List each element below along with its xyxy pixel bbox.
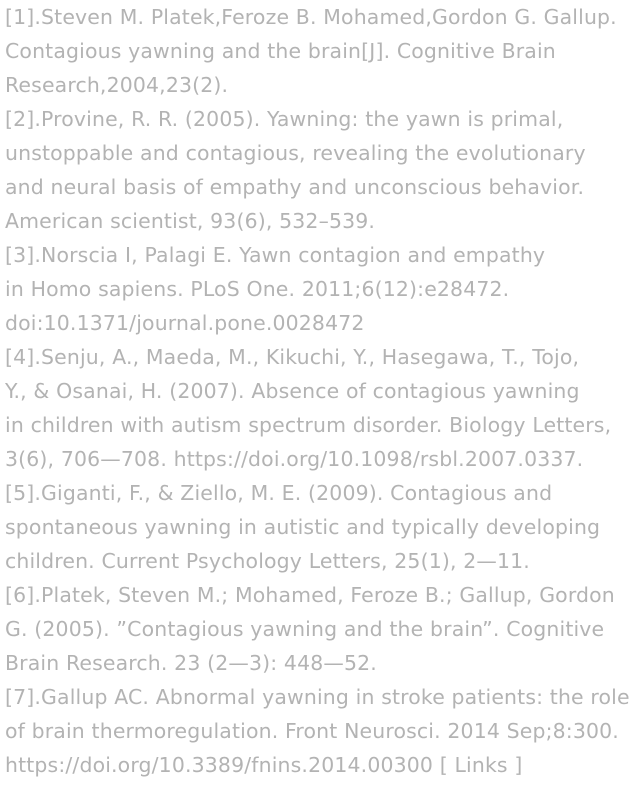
reference-line: [2].Provine, R. R. (2005). Yawning: the yawn is primal, [5, 107, 564, 131]
reference-item-5 [5, 476, 637, 578]
reference-line: [7].Gallup AC. Abnormal yawning in stroke patients: the role [5, 685, 630, 709]
reference-item-1 [5, 0, 637, 102]
reference-line: in Homo sapiens. PLoS One. 2011;6(12):e28472. [5, 277, 510, 301]
reference-line: Contagious yawning and the brain[J]. Cognitive Brain [5, 39, 556, 63]
reference-line: Research,2004,23(2). [5, 73, 229, 97]
reference-item-6 [5, 578, 637, 680]
reference-line: Y., & Osanai, H. (2007). Absence of contagious yawning [5, 379, 580, 403]
reference-item-4 [5, 340, 637, 476]
reference-line: [3].Norscia I, Palagi E. Yawn contagion and empathy [5, 243, 546, 267]
reference-line: American scientist, 93(6), 532–539. [5, 209, 376, 233]
reference-line: unstoppable and contagious, revealing the evolutionary [5, 141, 586, 165]
reference-line: doi:10.1371/journal.pone.0028472 [5, 311, 365, 335]
reference-line: Brain Research. 23 (2—3): 448—52. [5, 651, 377, 675]
reference-list [5, 0, 637, 782]
reference-line: in children with autism spectrum disorder. Biology Letters, [5, 413, 612, 437]
reference-line: https://doi.org/10.3389/fnins.2014.00300 [ Links ] [5, 753, 523, 777]
reference-line: and neural basis of empathy and unconscious behavior. [5, 175, 585, 199]
reference-line: [5].Giganti, F., & Ziello, M. E. (2009). Contagious and [5, 481, 553, 505]
reference-item-3 [5, 238, 637, 340]
reference-line: 3(6), 706—708. https://doi.org/10.1098/rsbl.2007.0337. [5, 447, 584, 471]
reference-line: of brain thermoregulation. Front Neurosci. 2014 Sep;8:300. [5, 719, 619, 743]
reference-line: [4].Senju, A., Maeda, M., Kikuchi, Y., Hasegawa, T., Tojo, [5, 345, 580, 369]
reference-line: [6].Platek, Steven M.; Mohamed, Feroze B.; Gallup, Gordon [5, 583, 615, 607]
reference-line: children. Current Psychology Letters, 25(1), 2—11. [5, 549, 530, 573]
reference-line: spontaneous yawning in autistic and typically developing [5, 515, 601, 539]
reference-line: G. (2005). ”Contagious yawning and the brain”. Cognitive [5, 617, 605, 641]
reference-item-7 [5, 680, 637, 782]
reference-item-2 [5, 102, 637, 238]
reference-line: [1].Steven M. Platek,Feroze B. Mohamed,Gordon G. Gallup. [5, 5, 617, 29]
